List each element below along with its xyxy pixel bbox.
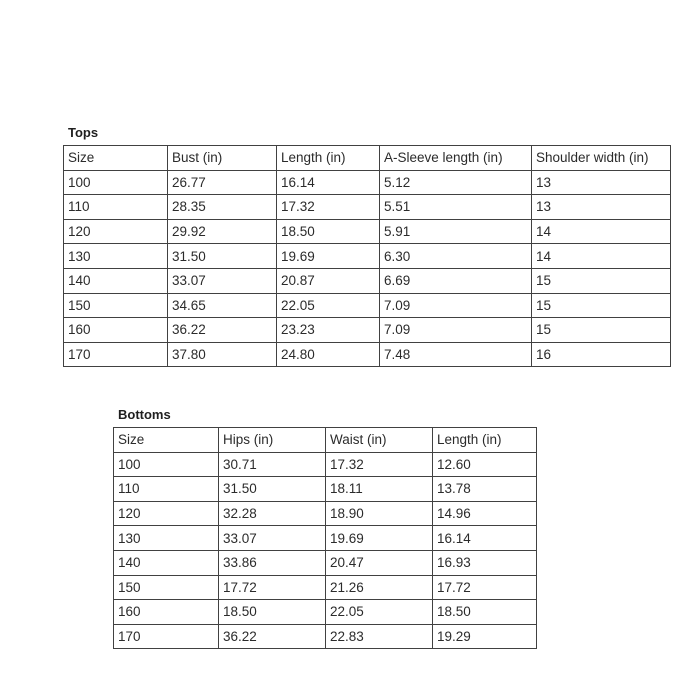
table-cell: 30.71 xyxy=(219,452,326,477)
table-cell: 37.80 xyxy=(168,342,277,367)
table-cell: 16 xyxy=(532,342,671,367)
table-row xyxy=(114,550,537,575)
table-row xyxy=(64,195,671,220)
table-cell: 13.78 xyxy=(433,477,537,502)
column-header: Size xyxy=(64,146,168,171)
tops-section xyxy=(63,126,671,367)
tops-table-title: Tops xyxy=(68,125,99,140)
table-cell: 15 xyxy=(532,318,671,343)
table-cell: 120 xyxy=(114,501,219,526)
table-cell: 130 xyxy=(64,244,168,269)
table-cell: 130 xyxy=(114,526,219,551)
table-cell: 17.32 xyxy=(326,452,433,477)
table-cell: 14 xyxy=(532,244,671,269)
bottoms-table-title: Bottoms xyxy=(118,407,171,422)
table-row xyxy=(114,600,537,625)
header-row xyxy=(64,146,671,171)
table-cell: 33.07 xyxy=(168,268,277,293)
table-cell: 13 xyxy=(532,170,671,195)
table-cell: 31.50 xyxy=(219,477,326,502)
table-cell: 28.35 xyxy=(168,195,277,220)
table-row xyxy=(64,318,671,343)
tops-size-table xyxy=(63,145,671,367)
table-cell: 150 xyxy=(64,293,168,318)
table-row xyxy=(114,477,537,502)
table-row xyxy=(114,526,537,551)
table-cell: 5.12 xyxy=(380,170,532,195)
table-cell: 36.22 xyxy=(168,318,277,343)
table-cell: 15 xyxy=(532,268,671,293)
table-row xyxy=(114,452,537,477)
table-cell: 110 xyxy=(114,477,219,502)
column-header: Size xyxy=(114,428,219,453)
table-cell: 17.72 xyxy=(433,575,537,600)
table-cell: 100 xyxy=(114,452,219,477)
table-cell: 160 xyxy=(114,600,219,625)
table-cell: 6.30 xyxy=(380,244,532,269)
table-cell: 33.86 xyxy=(219,550,326,575)
table-cell: 17.32 xyxy=(277,195,380,220)
table-row xyxy=(64,268,671,293)
table-cell: 34.65 xyxy=(168,293,277,318)
table-cell: 14.96 xyxy=(433,501,537,526)
column-header: Waist (in) xyxy=(326,428,433,453)
header-row xyxy=(114,428,537,453)
table-cell: 17.72 xyxy=(219,575,326,600)
table-cell: 18.90 xyxy=(326,501,433,526)
column-header: Shoulder width (in) xyxy=(532,146,671,171)
table-cell: 22.83 xyxy=(326,624,433,649)
table-row xyxy=(114,575,537,600)
table-cell: 19.69 xyxy=(277,244,380,269)
table-cell: 29.92 xyxy=(168,219,277,244)
table-cell: 16.14 xyxy=(433,526,537,551)
table-cell: 18.11 xyxy=(326,477,433,502)
table-cell: 18.50 xyxy=(219,600,326,625)
table-cell: 32.28 xyxy=(219,501,326,526)
table-cell: 24.80 xyxy=(277,342,380,367)
table-row xyxy=(114,501,537,526)
table-cell: 100 xyxy=(64,170,168,195)
table-cell: 36.22 xyxy=(219,624,326,649)
bottoms-section xyxy=(113,408,537,649)
table-cell: 22.05 xyxy=(277,293,380,318)
table-cell: 20.87 xyxy=(277,268,380,293)
column-header: Hips (in) xyxy=(219,428,326,453)
table-cell: 26.77 xyxy=(168,170,277,195)
table-row xyxy=(64,244,671,269)
column-header: Bust (in) xyxy=(168,146,277,171)
table-cell: 31.50 xyxy=(168,244,277,269)
column-header: A-Sleeve length (in) xyxy=(380,146,532,171)
table-cell: 20.47 xyxy=(326,550,433,575)
table-cell: 23.23 xyxy=(277,318,380,343)
table-cell: 140 xyxy=(64,268,168,293)
table-cell: 18.50 xyxy=(277,219,380,244)
table-cell: 14 xyxy=(532,219,671,244)
table-cell: 16.14 xyxy=(277,170,380,195)
table-cell: 7.09 xyxy=(380,318,532,343)
table-cell: 13 xyxy=(532,195,671,220)
table-cell: 18.50 xyxy=(433,600,537,625)
table-cell: 21.26 xyxy=(326,575,433,600)
table-cell: 19.69 xyxy=(326,526,433,551)
table-cell: 19.29 xyxy=(433,624,537,649)
table-cell: 12.60 xyxy=(433,452,537,477)
table-cell: 120 xyxy=(64,219,168,244)
table-cell: 22.05 xyxy=(326,600,433,625)
table-cell: 6.69 xyxy=(380,268,532,293)
table-cell: 15 xyxy=(532,293,671,318)
bottoms-size-table xyxy=(113,427,537,649)
table-cell: 7.48 xyxy=(380,342,532,367)
table-cell: 16.93 xyxy=(433,550,537,575)
table-cell: 170 xyxy=(64,342,168,367)
table-cell: 160 xyxy=(64,318,168,343)
table-cell: 7.09 xyxy=(380,293,532,318)
column-header: Length (in) xyxy=(433,428,537,453)
table-cell: 5.51 xyxy=(380,195,532,220)
table-row xyxy=(114,624,537,649)
table-cell: 5.91 xyxy=(380,219,532,244)
table-row xyxy=(64,342,671,367)
table-cell: 170 xyxy=(114,624,219,649)
table-row xyxy=(64,170,671,195)
table-cell: 33.07 xyxy=(219,526,326,551)
table-row xyxy=(64,293,671,318)
table-cell: 110 xyxy=(64,195,168,220)
table-row xyxy=(64,219,671,244)
column-header: Length (in) xyxy=(277,146,380,171)
table-cell: 150 xyxy=(114,575,219,600)
table-cell: 140 xyxy=(114,550,219,575)
